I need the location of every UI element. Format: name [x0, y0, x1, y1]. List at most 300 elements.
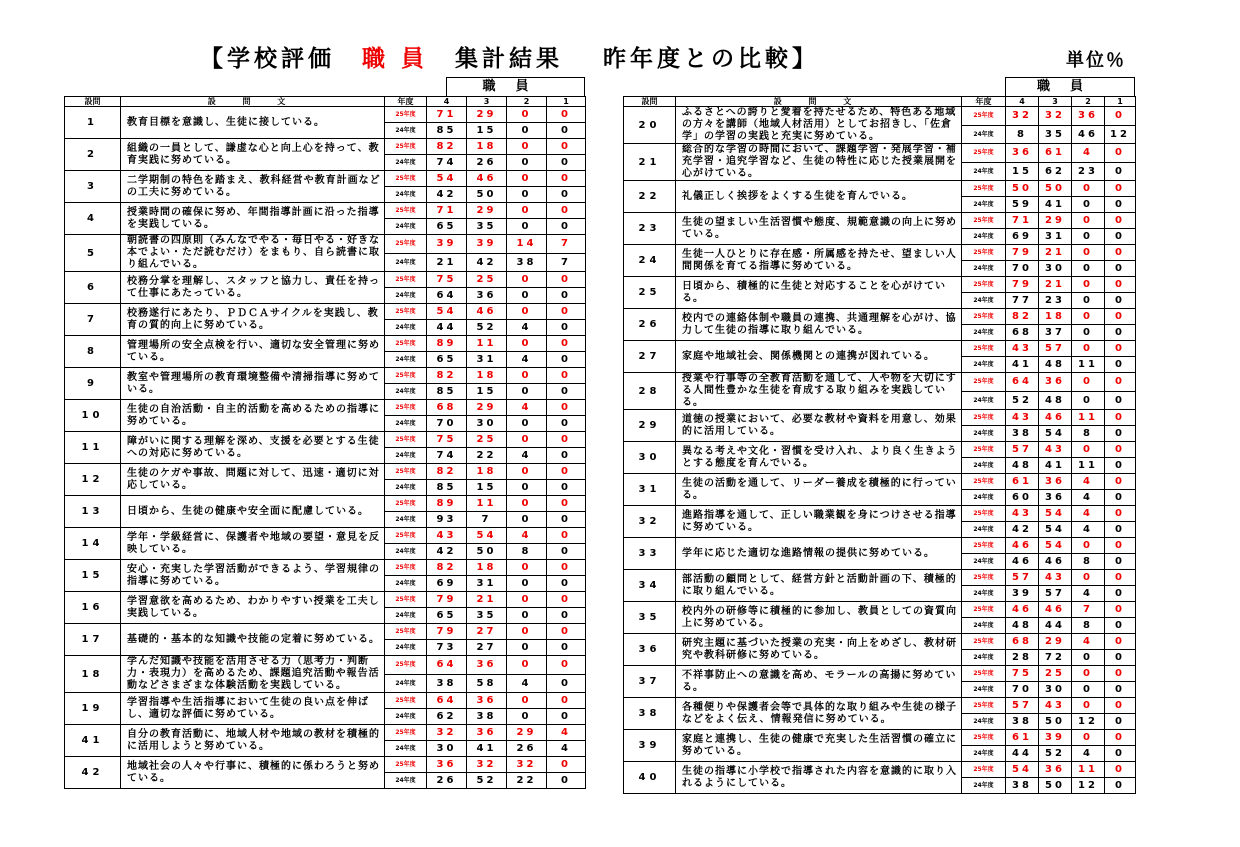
col-4: 4 — [1006, 97, 1039, 107]
value-previous: 0 — [547, 288, 586, 304]
value-previous: 8 — [1006, 125, 1039, 144]
value-current: 36 — [1039, 762, 1072, 778]
value-previous: 74 — [427, 448, 467, 464]
table-row — [624, 373, 1136, 392]
value-previous: 0 — [547, 448, 586, 464]
value-current: 0 — [1072, 245, 1105, 261]
question-number: 40 — [624, 762, 676, 794]
question-number: 9 — [65, 368, 121, 400]
value-previous: 11 — [1072, 458, 1105, 474]
value-previous: 85 — [427, 480, 467, 496]
value-current: 0 — [547, 464, 586, 480]
year-label-previous: 24年度 — [385, 512, 427, 528]
value-previous: 50 — [467, 544, 507, 560]
value-current: 29 — [467, 107, 507, 123]
question-number: 26 — [624, 309, 676, 341]
value-current: 7 — [547, 235, 586, 254]
value-previous: 0 — [1105, 682, 1136, 698]
value-current: 18 — [467, 139, 507, 155]
question-number: 37 — [624, 666, 676, 698]
value-previous: 0 — [547, 480, 586, 496]
year-label-current: 25年度 — [962, 213, 1006, 229]
question-number: 17 — [65, 624, 121, 656]
question-number: 39 — [624, 730, 676, 762]
question-number: 27 — [624, 341, 676, 373]
value-previous: 22 — [507, 773, 547, 789]
question-text: 学習意欲を高めるため、わかりやすい授業を工夫し実践している。 — [121, 592, 385, 624]
value-previous: 42 — [427, 544, 467, 560]
year-label-current: 25年度 — [385, 693, 427, 709]
value-current: 0 — [1072, 213, 1105, 229]
value-current: 0 — [547, 656, 586, 675]
survey-table-left — [64, 96, 586, 789]
value-current: 82 — [427, 560, 467, 576]
value-previous: 0 — [1105, 391, 1136, 410]
value-previous: 0 — [547, 512, 586, 528]
value-previous: 38 — [467, 709, 507, 725]
value-current: 82 — [1006, 309, 1039, 325]
question-number: 28 — [624, 373, 676, 410]
value-current: 79 — [1006, 277, 1039, 293]
value-current: 64 — [427, 656, 467, 675]
table-row — [624, 410, 1136, 426]
value-current: 54 — [1006, 762, 1039, 778]
value-previous: 4 — [507, 320, 547, 336]
year-label-current: 25年度 — [385, 528, 427, 544]
value-current: 0 — [547, 203, 586, 219]
col-question: 設 問 文 — [676, 97, 962, 107]
question-text: 基礎的・基本的な知識や技能の定着に努めている。 — [121, 624, 385, 656]
value-current: 0 — [547, 171, 586, 187]
table-row — [65, 203, 586, 219]
question-text: 進路指導を通して、正しい職業観を身につけさせる指導に努めている。 — [676, 506, 962, 538]
value-previous: 0 — [547, 123, 586, 139]
value-previous: 39 — [1006, 586, 1039, 602]
question-number: 1 — [65, 107, 121, 139]
value-current: 54 — [427, 171, 467, 187]
value-current: 18 — [467, 368, 507, 384]
question-number: 10 — [65, 400, 121, 432]
value-current: 0 — [507, 464, 547, 480]
year-label-current: 25年度 — [385, 107, 427, 123]
value-previous: 12 — [1072, 714, 1105, 730]
value-previous: 8 — [1072, 554, 1105, 570]
value-current: 75 — [427, 272, 467, 288]
year-label-current: 25年度 — [962, 181, 1006, 197]
question-text: 家庭や地域社会、関係機関との連携が図れている。 — [676, 341, 962, 373]
value-previous: 0 — [547, 219, 586, 235]
value-current: 64 — [427, 693, 467, 709]
value-current: 39 — [467, 235, 507, 254]
table-row — [624, 666, 1136, 682]
value-current: 0 — [507, 693, 547, 709]
value-current: 0 — [507, 304, 547, 320]
value-current: 0 — [547, 107, 586, 123]
table-row — [65, 528, 586, 544]
value-previous: 54 — [1039, 426, 1072, 442]
value-previous: 0 — [1105, 586, 1136, 602]
value-current: 82 — [427, 139, 467, 155]
question-number: 8 — [65, 336, 121, 368]
value-previous: 46 — [1006, 554, 1039, 570]
question-text: 学年・学級経営に、保護者や地域の要望・意見を反映している。 — [121, 528, 385, 560]
table-row — [65, 496, 586, 512]
value-current: 21 — [1039, 245, 1072, 261]
value-current: 4 — [1072, 634, 1105, 650]
value-previous: 50 — [1039, 778, 1072, 794]
value-current: 0 — [1072, 666, 1105, 682]
value-previous: 0 — [507, 608, 547, 624]
value-previous: 4 — [507, 674, 547, 693]
year-label-previous: 24年度 — [962, 162, 1006, 181]
question-text: 各種便りや保護者会等で具体的な取り組みや生徒の様子などをよく伝え、情報発信に努めている。 — [676, 698, 962, 730]
value-previous: 65 — [427, 219, 467, 235]
value-previous: 0 — [1072, 229, 1105, 245]
value-current: 18 — [467, 464, 507, 480]
question-text: 礼儀正しく挨拶をよくする生徒を育んでいる。 — [676, 181, 962, 213]
year-label-current: 25年度 — [385, 336, 427, 352]
year-label-previous: 24年度 — [385, 480, 427, 496]
year-label-current: 25年度 — [962, 666, 1006, 682]
value-previous: 0 — [1105, 357, 1136, 373]
value-previous: 93 — [427, 512, 467, 528]
year-label-current: 25年度 — [385, 368, 427, 384]
value-previous: 70 — [1006, 682, 1039, 698]
year-label-previous: 24年度 — [962, 293, 1006, 309]
year-label-previous: 24年度 — [385, 416, 427, 432]
value-current: 29 — [1039, 213, 1072, 229]
value-current: 0 — [507, 496, 547, 512]
question-text: 日頃から、積極的に生徒と対応することを心がけている。 — [676, 277, 962, 309]
year-label-current: 25年度 — [962, 277, 1006, 293]
year-label-previous: 24年度 — [385, 320, 427, 336]
value-previous: 36 — [1039, 490, 1072, 506]
value-current: 0 — [547, 400, 586, 416]
value-current: 0 — [1105, 341, 1136, 357]
value-current: 0 — [507, 560, 547, 576]
value-previous: 52 — [1006, 391, 1039, 410]
year-label-previous: 24年度 — [962, 458, 1006, 474]
header-row — [624, 97, 1136, 107]
value-previous: 8 — [507, 544, 547, 560]
value-current: 0 — [547, 432, 586, 448]
value-current: 0 — [1105, 309, 1136, 325]
value-previous: 0 — [1072, 682, 1105, 698]
question-number: 18 — [65, 656, 121, 693]
value-current: 25 — [467, 272, 507, 288]
value-current: 32 — [467, 757, 507, 773]
value-current: 0 — [1105, 538, 1136, 554]
question-number: 2 — [65, 139, 121, 171]
value-current: 61 — [1006, 474, 1039, 490]
value-previous: 46 — [1039, 554, 1072, 570]
value-previous: 30 — [1039, 682, 1072, 698]
question-text: 教育目標を意識し、生徒に接している。 — [121, 107, 385, 139]
question-number: 41 — [65, 725, 121, 757]
value-current: 0 — [1105, 506, 1136, 522]
question-text: 朝読書の四原則（みんなでやる・毎日やる・好きな本でよい・ただ読むだけ）をまもり、自ら読書に取り組んでいる。 — [121, 235, 385, 272]
question-number: 20 — [624, 107, 676, 144]
value-current: 4 — [507, 400, 547, 416]
value-current: 82 — [427, 368, 467, 384]
value-current: 57 — [1006, 698, 1039, 714]
value-previous: 36 — [467, 288, 507, 304]
staff-header: 職員 — [446, 77, 585, 96]
year-label-current: 25年度 — [962, 341, 1006, 357]
table-row — [624, 181, 1136, 197]
value-previous: 23 — [1072, 162, 1105, 181]
value-current: 0 — [1105, 730, 1136, 746]
value-previous: 11 — [1072, 357, 1105, 373]
value-current: 64 — [1006, 373, 1039, 392]
year-label-previous: 24年度 — [385, 709, 427, 725]
title-compare: 昨年度との比較】 — [603, 46, 820, 72]
value-current: 0 — [507, 107, 547, 123]
year-label-previous: 24年度 — [385, 155, 427, 171]
value-current: 0 — [547, 592, 586, 608]
year-label-current: 25年度 — [385, 171, 427, 187]
value-previous: 0 — [1105, 293, 1136, 309]
value-previous: 0 — [547, 674, 586, 693]
year-label-current: 25年度 — [962, 570, 1006, 586]
value-current: 0 — [547, 560, 586, 576]
value-previous: 44 — [427, 320, 467, 336]
table-row — [624, 602, 1136, 618]
value-current: 0 — [547, 304, 586, 320]
question-text: 組織の一員として、謙虚な心と向上心を持って、教育実践に努めている。 — [121, 139, 385, 171]
value-previous: 0 — [547, 773, 586, 789]
value-current: 0 — [1105, 634, 1136, 650]
value-current: 54 — [1039, 506, 1072, 522]
year-label-previous: 24年度 — [962, 746, 1006, 762]
value-current: 0 — [507, 336, 547, 352]
year-label-previous: 24年度 — [962, 391, 1006, 410]
value-current: 32 — [427, 725, 467, 741]
year-label-current: 25年度 — [385, 592, 427, 608]
value-current: 57 — [1039, 341, 1072, 357]
value-current: 0 — [547, 139, 586, 155]
value-previous: 44 — [1006, 746, 1039, 762]
value-previous: 22 — [467, 448, 507, 464]
value-current: 68 — [427, 400, 467, 416]
value-current: 36 — [1039, 373, 1072, 392]
value-current: 0 — [1105, 277, 1136, 293]
table-row — [65, 139, 586, 155]
value-current: 0 — [1105, 570, 1136, 586]
value-previous: 15 — [1006, 162, 1039, 181]
value-previous: 0 — [507, 416, 547, 432]
value-previous: 0 — [1105, 650, 1136, 666]
value-previous: 4 — [1072, 586, 1105, 602]
table-row — [65, 272, 586, 288]
value-previous: 0 — [507, 123, 547, 139]
value-current: 79 — [1006, 245, 1039, 261]
value-previous: 0 — [547, 320, 586, 336]
value-current: 71 — [1006, 213, 1039, 229]
value-current: 0 — [547, 757, 586, 773]
value-current: 0 — [507, 656, 547, 675]
question-text: 二学期制の特色を踏まえ、教科経営や教育計画などの工夫に努めている。 — [121, 171, 385, 203]
value-previous: 8 — [1072, 618, 1105, 634]
table-row — [65, 725, 586, 741]
value-current: 0 — [547, 336, 586, 352]
table-row — [624, 107, 1136, 126]
value-previous: 0 — [547, 187, 586, 203]
table-row — [624, 213, 1136, 229]
year-label-previous: 24年度 — [962, 125, 1006, 144]
value-current: 39 — [1039, 730, 1072, 746]
question-text: 校務分掌を理解し、スタッフと協力し、責任を持って仕事にあたっている。 — [121, 272, 385, 304]
col-no: 設問 — [624, 97, 676, 107]
question-number: 7 — [65, 304, 121, 336]
year-label-current: 25年度 — [385, 560, 427, 576]
value-current: 0 — [1105, 602, 1136, 618]
value-previous: 62 — [1039, 162, 1072, 181]
question-text: 家庭と連携し、生徒の健康で充実した生活習慣の確立に努めている。 — [676, 730, 962, 762]
value-current: 75 — [427, 432, 467, 448]
value-previous: 48 — [1039, 391, 1072, 410]
value-previous: 52 — [467, 320, 507, 336]
question-number: 22 — [624, 181, 676, 213]
year-label-previous: 24年度 — [962, 197, 1006, 213]
question-text: 生徒一人ひとりに存在感・所属感を持たせ、望ましい人間関係を育てる指導に努めている。 — [676, 245, 962, 277]
year-label-current: 25年度 — [385, 400, 427, 416]
question-number: 4 — [65, 203, 121, 235]
value-previous: 0 — [1105, 197, 1136, 213]
value-previous: 35 — [1039, 125, 1072, 144]
year-label-current: 25年度 — [385, 757, 427, 773]
value-previous: 42 — [1006, 522, 1039, 538]
table-row — [65, 464, 586, 480]
value-previous: 15 — [467, 123, 507, 139]
table-row — [65, 592, 586, 608]
value-current: 61 — [1006, 730, 1039, 746]
value-current: 18 — [1039, 309, 1072, 325]
value-previous: 0 — [1105, 714, 1136, 730]
value-previous: 0 — [507, 576, 547, 592]
value-previous: 0 — [547, 544, 586, 560]
question-text: 生徒の活動を通して、リーダー養成を積極的に行っている。 — [676, 474, 962, 506]
table-row — [624, 762, 1136, 778]
year-label-current: 25年度 — [385, 139, 427, 155]
question-text: 研究主題に基づいた授業の充実・向上をめざし、教材研究や教科研修に努めている。 — [676, 634, 962, 666]
question-text: 管理場所の安全点検を行い、適切な安全管理に努めている。 — [121, 336, 385, 368]
value-previous: 69 — [1006, 229, 1039, 245]
table-row — [624, 474, 1136, 490]
question-number: 35 — [624, 602, 676, 634]
value-current: 0 — [1105, 410, 1136, 426]
value-current: 0 — [1105, 144, 1136, 163]
table-row — [65, 757, 586, 773]
year-label-current: 25年度 — [385, 496, 427, 512]
value-previous: 70 — [427, 416, 467, 432]
value-current: 4 — [1072, 144, 1105, 163]
value-current: 11 — [467, 336, 507, 352]
year-label-previous: 24年度 — [385, 384, 427, 400]
col-1: 1 — [1105, 97, 1136, 107]
col-no: 設問 — [65, 97, 121, 107]
value-previous: 70 — [1006, 261, 1039, 277]
value-current: 79 — [427, 592, 467, 608]
table-row — [624, 309, 1136, 325]
value-current: 46 — [1039, 602, 1072, 618]
value-previous: 0 — [1072, 325, 1105, 341]
value-current: 32 — [1039, 107, 1072, 126]
year-label-previous: 24年度 — [962, 325, 1006, 341]
year-label-previous: 24年度 — [385, 253, 427, 272]
question-number: 3 — [65, 171, 121, 203]
value-previous: 0 — [1105, 778, 1136, 794]
value-current: 18 — [467, 560, 507, 576]
value-previous: 12 — [1105, 125, 1136, 144]
value-previous: 26 — [427, 773, 467, 789]
value-current: 0 — [507, 272, 547, 288]
value-previous: 0 — [1072, 261, 1105, 277]
value-current: 0 — [1105, 762, 1136, 778]
value-current: 46 — [467, 304, 507, 320]
value-current: 50 — [1006, 181, 1039, 197]
value-current: 4 — [507, 528, 547, 544]
table-row — [65, 432, 586, 448]
year-label-previous: 24年度 — [385, 674, 427, 693]
value-current: 46 — [1006, 602, 1039, 618]
col-question: 設 問 文 — [121, 97, 385, 107]
table-row — [624, 730, 1136, 746]
value-previous: 58 — [467, 674, 507, 693]
question-number: 6 — [65, 272, 121, 304]
table-row — [624, 277, 1136, 293]
value-previous: 48 — [1006, 618, 1039, 634]
value-previous: 12 — [1072, 778, 1105, 794]
value-previous: 73 — [427, 640, 467, 656]
value-current: 0 — [547, 624, 586, 640]
value-previous: 0 — [507, 640, 547, 656]
value-current: 36 — [467, 693, 507, 709]
table-row — [624, 570, 1136, 586]
value-previous: 7 — [467, 512, 507, 528]
table-row — [624, 442, 1136, 458]
value-previous: 65 — [427, 352, 467, 368]
value-previous: 0 — [547, 640, 586, 656]
year-label-current: 25年度 — [962, 762, 1006, 778]
value-current: 0 — [1072, 309, 1105, 325]
value-current: 0 — [1105, 698, 1136, 714]
value-previous: 0 — [507, 384, 547, 400]
question-number: 25 — [624, 277, 676, 309]
table-row — [624, 506, 1136, 522]
table-row — [65, 107, 586, 123]
table-row — [65, 368, 586, 384]
value-previous: 77 — [1006, 293, 1039, 309]
value-previous: 0 — [547, 352, 586, 368]
table-row — [624, 698, 1136, 714]
value-current: 43 — [1039, 698, 1072, 714]
table-row — [65, 171, 586, 187]
value-current: 36 — [467, 725, 507, 741]
value-current: 89 — [427, 336, 467, 352]
year-label-current: 25年度 — [962, 107, 1006, 126]
value-current: 43 — [1006, 410, 1039, 426]
question-text: 安心・充実した学習活動ができるよう、学習規律の指導に努めている。 — [121, 560, 385, 592]
value-previous: 0 — [1105, 162, 1136, 181]
page-title — [200, 40, 819, 73]
question-number: 32 — [624, 506, 676, 538]
value-previous: 0 — [1105, 458, 1136, 474]
value-current: 43 — [1039, 570, 1072, 586]
value-previous: 4 — [1072, 522, 1105, 538]
year-label-previous: 24年度 — [385, 773, 427, 789]
value-current: 0 — [507, 368, 547, 384]
